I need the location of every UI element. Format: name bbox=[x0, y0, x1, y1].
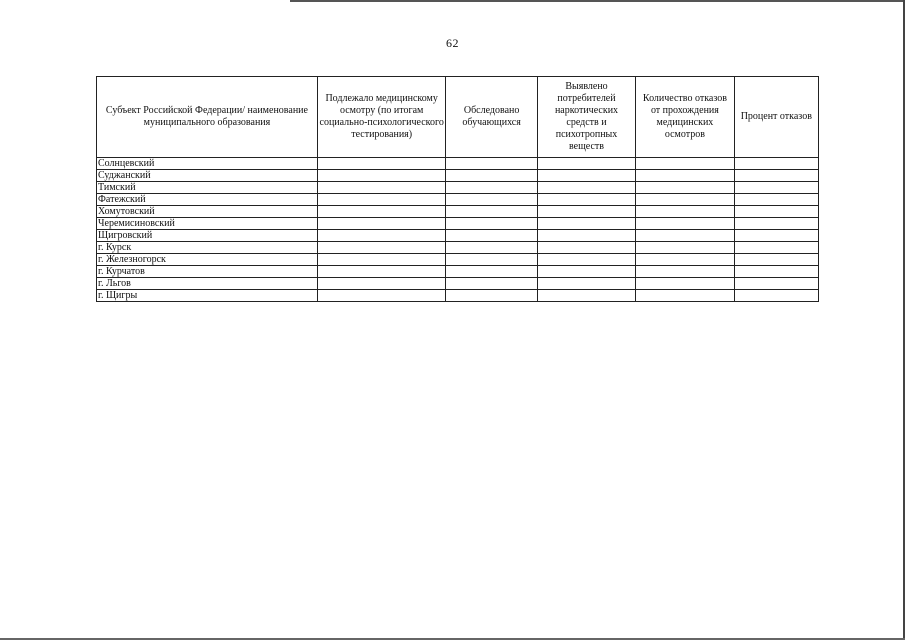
municipality-name-cell: г. Курск bbox=[97, 242, 318, 254]
report-table bbox=[96, 76, 819, 302]
cell-planned bbox=[317, 290, 446, 302]
cell-refusals bbox=[636, 230, 734, 242]
header-examined: Обследовано обучающихся bbox=[446, 77, 537, 158]
header-refusals: Количество отказов от прохождения медицинских осмотров bbox=[636, 77, 734, 158]
cell-percent bbox=[734, 218, 818, 230]
municipality-name-cell: г. Курчатов bbox=[97, 266, 318, 278]
cell-percent bbox=[734, 254, 818, 266]
cell-planned bbox=[317, 266, 446, 278]
header-subject: Субъект Российской Федерации/ наименование муниципального образования bbox=[97, 77, 318, 158]
cell-percent bbox=[734, 278, 818, 290]
cell-planned bbox=[317, 242, 446, 254]
table-row bbox=[97, 206, 819, 218]
cell-examined bbox=[446, 170, 537, 182]
cell-percent bbox=[734, 290, 818, 302]
cell-examined bbox=[446, 254, 537, 266]
cell-percent bbox=[734, 266, 818, 278]
cell-planned bbox=[317, 278, 446, 290]
table-row bbox=[97, 170, 819, 182]
cell-revealed bbox=[537, 218, 635, 230]
cell-refusals bbox=[636, 242, 734, 254]
municipality-name-cell: Черемисиновский bbox=[97, 218, 318, 230]
cell-percent bbox=[734, 170, 818, 182]
cell-examined bbox=[446, 194, 537, 206]
cell-percent bbox=[734, 194, 818, 206]
cell-percent bbox=[734, 158, 818, 170]
cell-planned bbox=[317, 194, 446, 206]
cell-planned bbox=[317, 158, 446, 170]
cell-refusals bbox=[636, 194, 734, 206]
header-planned: Подлежало медицинскому осмотру (по итогам социально-психологического тестирования) bbox=[317, 77, 446, 158]
header-percent: Процент отказов bbox=[734, 77, 818, 158]
cell-planned bbox=[317, 206, 446, 218]
cell-examined bbox=[446, 158, 537, 170]
cell-planned bbox=[317, 182, 446, 194]
table-header bbox=[97, 77, 819, 158]
cell-planned bbox=[317, 230, 446, 242]
cell-examined bbox=[446, 290, 537, 302]
cell-revealed bbox=[537, 278, 635, 290]
header-row bbox=[97, 77, 819, 158]
cell-revealed bbox=[537, 290, 635, 302]
scan-edge-top bbox=[290, 0, 905, 2]
cell-refusals bbox=[636, 266, 734, 278]
cell-refusals bbox=[636, 254, 734, 266]
cell-percent bbox=[734, 242, 818, 254]
cell-revealed bbox=[537, 194, 635, 206]
cell-percent bbox=[734, 206, 818, 218]
table-row bbox=[97, 158, 819, 170]
cell-examined bbox=[446, 230, 537, 242]
cell-percent bbox=[734, 182, 818, 194]
cell-examined bbox=[446, 206, 537, 218]
cell-examined bbox=[446, 266, 537, 278]
cell-refusals bbox=[636, 158, 734, 170]
cell-examined bbox=[446, 278, 537, 290]
table-row bbox=[97, 230, 819, 242]
table-body bbox=[97, 158, 819, 302]
municipality-name-cell: г. Железногорск bbox=[97, 254, 318, 266]
cell-revealed bbox=[537, 170, 635, 182]
table-row bbox=[97, 182, 819, 194]
cell-refusals bbox=[636, 290, 734, 302]
municipality-name-cell: Солнцевский bbox=[97, 158, 318, 170]
table-row bbox=[97, 194, 819, 206]
cell-revealed bbox=[537, 206, 635, 218]
cell-refusals bbox=[636, 182, 734, 194]
municipality-name-cell: Щигровский bbox=[97, 230, 318, 242]
cell-examined bbox=[446, 218, 537, 230]
cell-revealed bbox=[537, 266, 635, 278]
table-row bbox=[97, 290, 819, 302]
municipality-name-cell: Хомутовский bbox=[97, 206, 318, 218]
cell-revealed bbox=[537, 158, 635, 170]
header-revealed: Выявлено потребителей наркотических средств и психотропных веществ bbox=[537, 77, 635, 158]
cell-percent bbox=[734, 230, 818, 242]
table-row bbox=[97, 218, 819, 230]
municipality-name-cell: г. Щигры bbox=[97, 290, 318, 302]
cell-refusals bbox=[636, 278, 734, 290]
cell-refusals bbox=[636, 170, 734, 182]
municipality-name-cell: г. Льгов bbox=[97, 278, 318, 290]
table-row bbox=[97, 242, 819, 254]
cell-revealed bbox=[537, 242, 635, 254]
cell-revealed bbox=[537, 182, 635, 194]
municipality-name-cell: Суджанский bbox=[97, 170, 318, 182]
municipality-name-cell: Тимский bbox=[97, 182, 318, 194]
table-row bbox=[97, 266, 819, 278]
cell-planned bbox=[317, 254, 446, 266]
cell-refusals bbox=[636, 218, 734, 230]
cell-examined bbox=[446, 242, 537, 254]
table-row bbox=[97, 254, 819, 266]
cell-planned bbox=[317, 218, 446, 230]
cell-revealed bbox=[537, 230, 635, 242]
table-row bbox=[97, 278, 819, 290]
municipality-name-cell: Фатежский bbox=[97, 194, 318, 206]
cell-examined bbox=[446, 182, 537, 194]
page-number: 62 bbox=[446, 36, 459, 50]
cell-refusals bbox=[636, 206, 734, 218]
cell-revealed bbox=[537, 254, 635, 266]
cell-planned bbox=[317, 170, 446, 182]
